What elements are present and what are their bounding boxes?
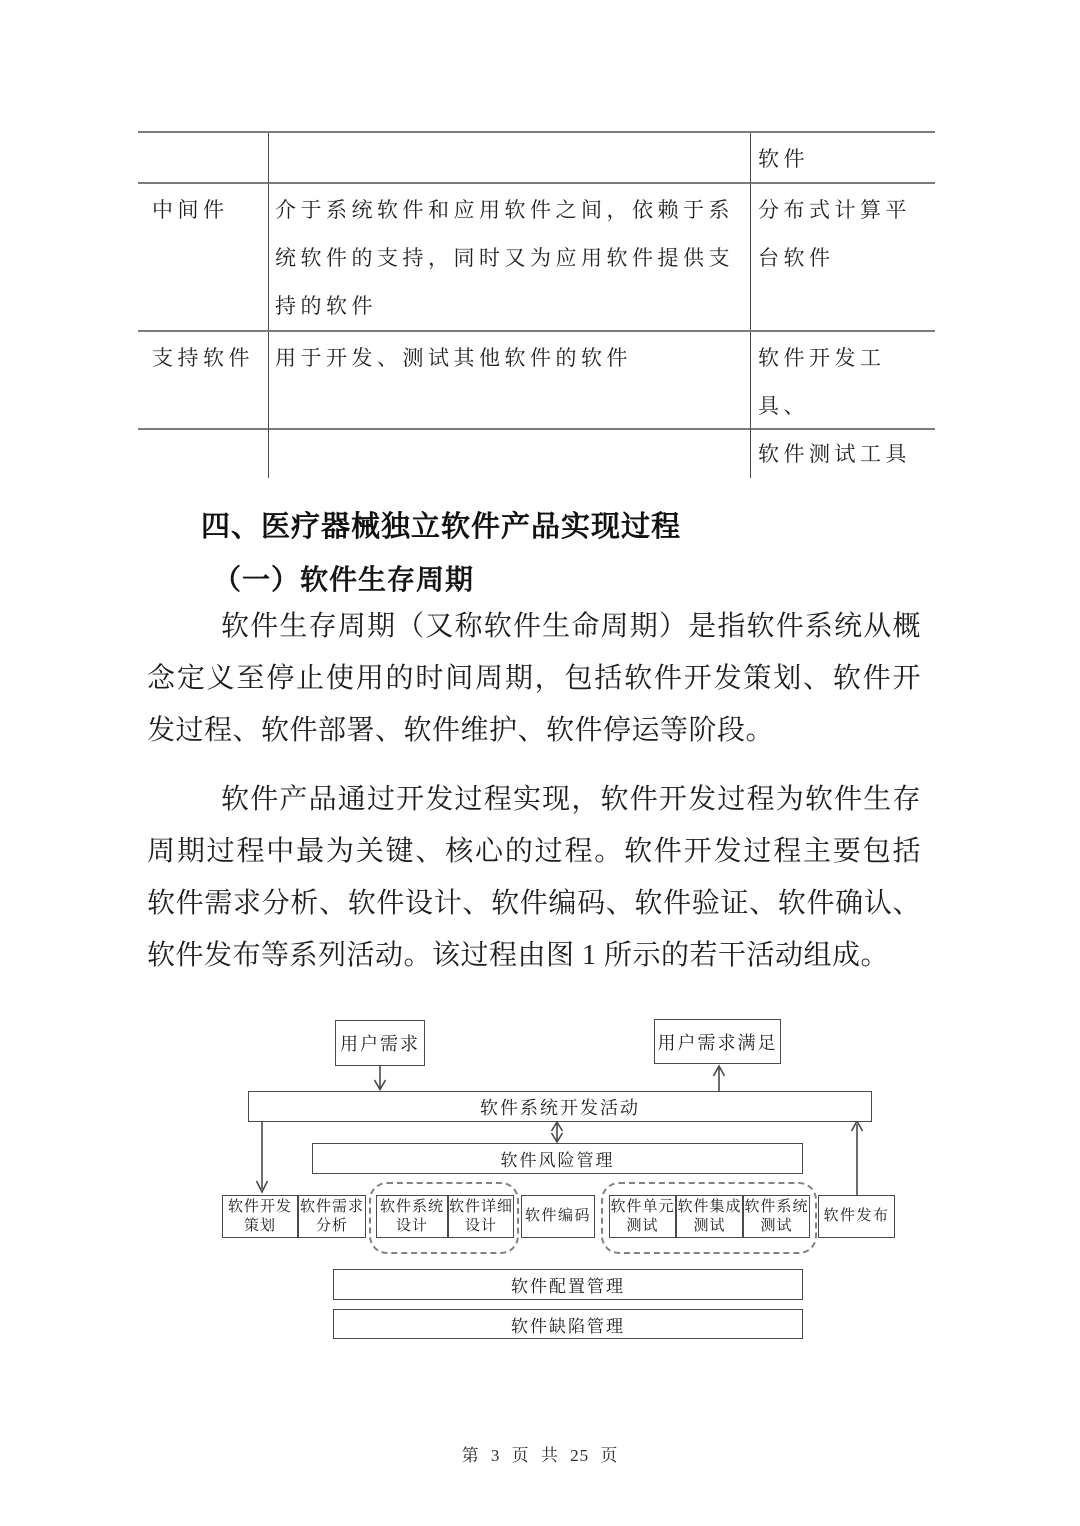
paragraph-line: 软件需求分析、软件设计、软件编码、软件验证、软件确认、: [147, 888, 921, 919]
paragraph-line: 发过程、软件部署、软件维护、软件停运等阶段。: [147, 715, 775, 746]
table-cell-definition: [268, 133, 750, 183]
box-config-management: 软件配置管理: [333, 1269, 803, 1300]
subsection-heading: （一）软件生存周期: [213, 565, 475, 596]
process-box-requirement-analysis: [298, 1195, 366, 1238]
table-cell-line: 介于系统软件和应用软件之间，依赖于系: [275, 198, 734, 222]
table-cell-line: 台软件: [758, 246, 835, 270]
process-box-line: 测试: [760, 1218, 793, 1234]
paragraph-line: 念定义至停止使用的时间周期，包括软件开发策划、软件开: [147, 663, 921, 694]
process-box-line: 测试: [626, 1218, 659, 1234]
paragraph-line: 软件生存周期（又称软件生命周期）是指软件系统从概: [221, 611, 921, 642]
table-cell-example: [750, 332, 935, 478]
process-box-release: [818, 1195, 895, 1238]
process-box-line: 软件集成: [677, 1199, 742, 1215]
software-types-table: [138, 131, 935, 466]
table-cell-line: 软件: [758, 147, 809, 171]
process-box-unit-test: [609, 1195, 676, 1238]
process-box-integration-test: [676, 1195, 743, 1238]
box-risk-management: 软件风险管理: [312, 1143, 803, 1174]
process-box-line: 测试: [693, 1218, 726, 1234]
paragraph: [147, 601, 921, 757]
table-cell-definition: [268, 184, 750, 330]
process-box-line: 软件系统: [379, 1199, 444, 1215]
table-cell-line: 用于开发、测试其他软件的软件: [275, 346, 632, 370]
table-row: [138, 133, 935, 184]
page-number: 第 3 页 共 25 页: [461, 1446, 619, 1465]
paragraph-line: 软件产品通过开发过程实现，软件开发过程为软件生存: [221, 784, 921, 815]
paragraph-line: 软件发布等系列活动。该过程由图 1 所示的若干活动组成。: [147, 940, 890, 971]
table-cell-term: [138, 133, 268, 183]
process-box-line: 软件需求: [299, 1199, 364, 1215]
process-box-line: 策划: [243, 1218, 276, 1234]
process-box-line: 设计: [464, 1218, 497, 1234]
process-box-line: 软件开发: [227, 1199, 292, 1215]
box-user-requirement-satisfied: 用户需求满足: [654, 1019, 781, 1064]
section-heading: 四、医疗器械独立软件产品实现过程: [201, 511, 682, 543]
table-cell-term: 中间件: [152, 198, 229, 222]
process-box-line: 软件详细: [449, 1199, 514, 1215]
process-box-line: 设计: [395, 1218, 428, 1234]
process-box-line: 分析: [315, 1218, 348, 1234]
process-box-line: 软件编码: [524, 1208, 591, 1224]
box-defect-management: 软件缺陷管理: [333, 1309, 803, 1339]
process-box-coding: [521, 1195, 595, 1238]
table-cell-line: 统软件的支持，同时又为应用软件提供支: [275, 246, 734, 270]
table-cell-example: [750, 133, 935, 183]
table-cell-term: 支持软件: [152, 346, 254, 370]
box-system-dev-activity: 软件系统开发活动: [248, 1091, 872, 1122]
box-user-requirement: 用户需求: [335, 1020, 425, 1066]
table-cell-example: [750, 184, 935, 330]
table-cell-line: 软件测试工具: [758, 442, 911, 466]
table-row: [138, 332, 935, 466]
process-box-detailed-design: [448, 1195, 514, 1238]
process-box-line: 软件单元: [610, 1199, 675, 1215]
table-row: [138, 184, 935, 332]
process-box-line: 软件发布: [823, 1208, 890, 1224]
paragraph: [147, 774, 921, 982]
paragraph-line: 周期过程中最为关键、核心的过程。软件开发过程主要包括: [147, 836, 921, 867]
table-cell-line: 软件开发工具、: [758, 346, 886, 418]
process-box-system-test: [743, 1195, 810, 1238]
process-box-dev-planning: [222, 1195, 298, 1238]
table-cell-definition: [268, 332, 750, 478]
process-box-system-design: [376, 1195, 448, 1238]
diagram-connector-arrows: [0, 1000, 1080, 1360]
table-cell-line: 持的软件: [275, 294, 377, 318]
table-cell-line: 分布式计算平: [758, 198, 911, 222]
process-box-line: 软件系统: [744, 1199, 809, 1215]
